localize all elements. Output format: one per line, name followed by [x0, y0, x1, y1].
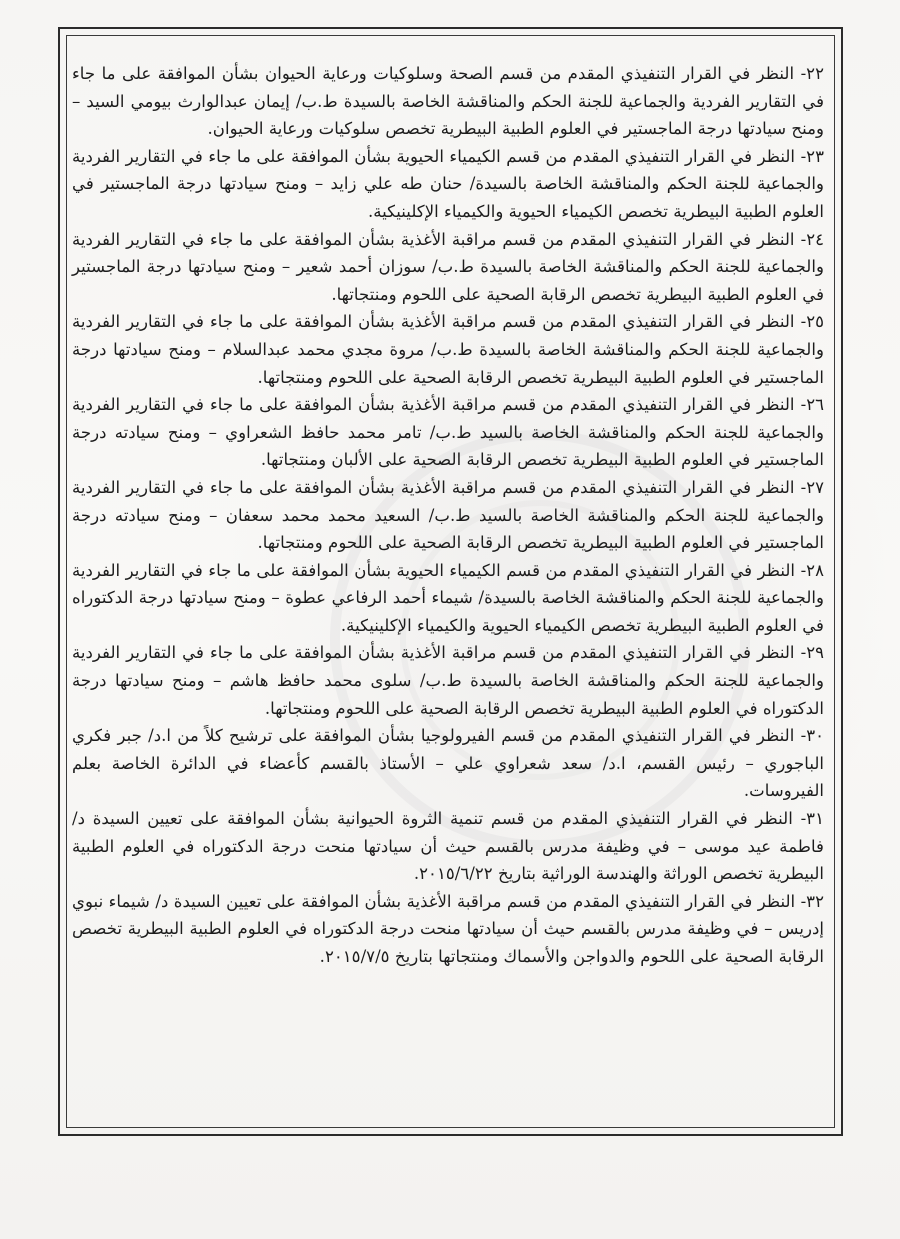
agenda-item-31 — [72, 805, 824, 888]
item-text: النظر في القرار التنفيذي المقدم من قسم مراقبة الأغذية بشأن الموافقة على ما جاء في التقارير الفردية والجماعية للجنة الحكم والمناقشة الخاصة بالسيدة ط.ب/ سلوى محمد حافظ هاشم – ومنح سيادتها درجة الدكتوراه في العلوم الطبية البيطرية تخصص الرقابة الصحية على اللحوم ومنتجاتها. — [72, 643, 824, 718]
item-number: ٢٤- — [800, 229, 825, 249]
item-text: النظر في القرار التنفيذي المقدم من قسم الصحة وسلوكيات ورعاية الحيوان بشأن الموافقة على ما جاء في التقارير الفردية والجماعية للجنة الحكم والمناقشة الخاصة بالسيدة ط.ب/ إيمان عبدالوارث بيومي السيد – ومنح سيادتها درجة الماجستير في العلوم الطبية البيطرية تخصص سلوكيات ورعاية الحيوان. — [72, 64, 824, 139]
item-number: ٢٨- — [800, 560, 824, 580]
agenda-item-29 — [72, 639, 824, 722]
agenda-item-32 — [72, 888, 824, 971]
item-number: ٢٢- — [800, 64, 824, 83]
agenda-item-23 — [72, 143, 824, 226]
item-text: النظر في القرار التنفيذي المقدم من قسم مراقبة الأغذية بشأن الموافقة على ما جاء في التقارير الفردية والجماعية للجنة الحكم والمناقشة الخاصة بالسيدة ط.ب/ مروة مجدي محمد عبدالسلام – ومنح سيادتها درجة الماجستير في العلوم الطبية البيطرية تخصص الرقابة الصحية على اللحوم ومنتجاتها. — [72, 312, 824, 387]
item-number: ٢٦- — [800, 395, 825, 415]
agenda-item-28 — [72, 557, 824, 640]
agenda-item-26 — [72, 391, 824, 474]
item-text: النظر في القرار التنفيذي المقدم من قسم مراقبة الأغذية بشأن الموافقة على تعيين السيدة د/ شيماء نبوي إدريس – في وظيفة مدرس بالقسم حيث أن سيادتها منحت درجة الدكتوراه في العلوم الطبية البيطرية تخصص الرقابة الصحية على اللحوم والدواجن والأسماك ومنتجاتها بتاريخ ٢٠١٥/٧/٥. — [72, 891, 824, 966]
agenda-item-27 — [72, 474, 824, 557]
agenda-item-25 — [72, 308, 824, 391]
item-number: ٢٩- — [800, 643, 825, 663]
item-text: النظر في القرار التنفيذي المقدم من قسم مراقبة الأغذية بشأن الموافقة على ما جاء في التقارير الفردية والجماعية للجنة الحكم والمناقشة الخاصة بالسيد ط.ب/ تامر محمد حافظ الشعراوي – ومنح سيادته درجة الماجستير في العلوم الطبية البيطرية تخصص الرقابة الصحية على الألبان ومنتجاتها. — [72, 395, 824, 470]
item-number: ٣١- — [800, 809, 824, 829]
agenda-item-22 — [72, 60, 824, 143]
agenda-item-24 — [72, 226, 824, 309]
item-number: ٣٠- — [800, 726, 825, 746]
item-number: ٢٣- — [800, 146, 824, 166]
item-text: النظر في القرار التنفيذي المقدم من قسم مراقبة الأغذية بشأن الموافقة على ما جاء في التقارير الفردية والجماعية للجنة الحكم والمناقشة الخاصة بالسيد ط.ب/ السعيد محمد محمد سعفان – ومنح سيادته درجة الماجستير في العلوم الطبية البيطرية تخصص الرقابة الصحية على اللحوم ومنتجاتها. — [72, 477, 824, 553]
item-text: النظر في القرار التنفيذي المقدم من قسم تنمية الثروة الحيوانية بشأن الموافقة على تعيين السيدة د/ فاطمة عيد موسى – في وظيفة مدرس بالقسم حيث أن سيادتها منحت درجة الدكتوراه في العلوم الطبية البيطرية تخصص الوراثة والهندسة الوراثية بتاريخ ٢٠١٥/٦/٢٢. — [72, 809, 824, 884]
item-text: النظر في القرار التنفيذي المقدم من قسم مراقبة الأغذية بشأن الموافقة على ما جاء في التقارير الفردية والجماعية للجنة الحكم والمناقشة الخاصة بالسيدة ط.ب/ سوزان أحمد شعير – ومنح سيادتها درجة الماجستير في العلوم الطبية البيطرية تخصص الرقابة الصحية على اللحوم ومنتجاتها. — [72, 229, 824, 304]
item-text: النظر في القرار التنفيذي المقدم من قسم الفيرولوجيا بشأن الموافقة على ترشيح كلاً من ا.د/ جبر فكري الباجوري – رئيس القسم، ا.د/ سعد شعراوي علي – الأستاذ بالقسم كأعضاء في الدائرة الخاصة بعلم الفيروسات. — [72, 726, 824, 801]
item-text: النظر في القرار التنفيذي المقدم من قسم الكيمياء الحيوية بشأن الموافقة على ما جاء في التقارير الفردية والجماعية للجنة الحكم والمناقشة الخاصة بالسيدة/ حنان طه علي زايد – ومنح سيادتها درجة الماجستير في العلوم الطبية البيطرية تخصص الكيمياء الحيوية والكيمياء الإكلينيكية. — [72, 146, 824, 221]
agenda-item-30 — [72, 722, 824, 805]
item-number: ٢٧- — [800, 477, 825, 497]
minutes-body — [72, 60, 824, 971]
item-number: ٢٥- — [800, 312, 825, 332]
item-text: النظر في القرار التنفيذي المقدم من قسم الكيمياء الحيوية بشأن الموافقة على ما جاء في التقارير الفردية والجماعية للجنة الحكم والمناقشة الخاصة بالسيدة/ شيماء أحمد الرفاعي عطوة – ومنح سيادتها درجة الدكتوراه في العلوم الطبية البيطرية تخصص الكيمياء الحيوية والكيمياء الإكلينيكية. — [72, 560, 824, 635]
item-number: ٣٢- — [800, 891, 824, 911]
